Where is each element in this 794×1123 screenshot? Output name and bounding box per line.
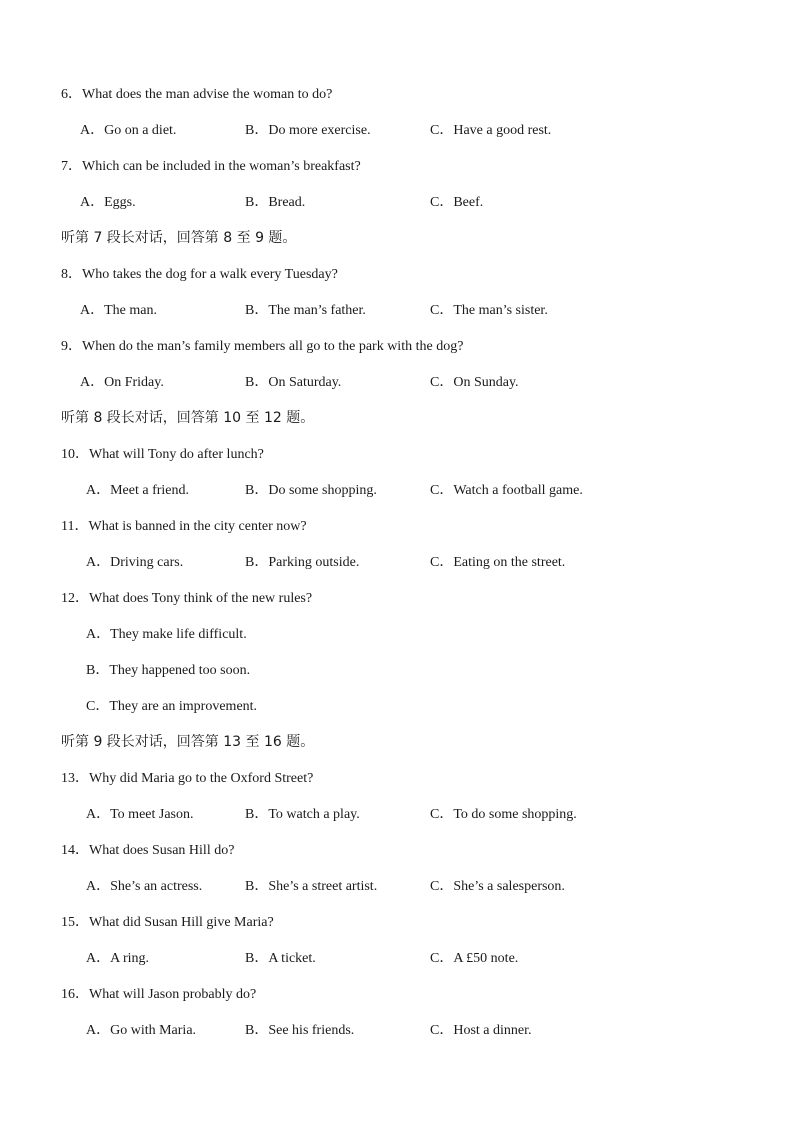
- q8-option-b: B．The man’s father.: [245, 303, 366, 318]
- q13-option-a: A．To meet Jason.: [86, 807, 194, 822]
- question-7-stem: 7．Which can be included in the woman’s breakfast?: [61, 159, 361, 174]
- q11-option-b: B．Parking outside.: [245, 555, 360, 570]
- q10-option-c: C．Watch a football game.: [430, 483, 583, 498]
- section-heading-7: 听第 7 段长对话，回答第 8 至 9 题。: [61, 230, 297, 246]
- q8-option-c: C．The man’s sister.: [430, 303, 548, 318]
- q14-option-b: B．She’s a street artist.: [245, 879, 378, 894]
- question-15-stem: 15．What did Susan Hill give Maria?: [61, 915, 274, 930]
- q9-option-b: B．On Saturday.: [245, 375, 342, 390]
- q9-option-a: A．On Friday.: [80, 375, 164, 390]
- q6-option-c: C．Have a good rest.: [430, 123, 552, 138]
- q16-option-b: B．See his friends.: [245, 1023, 355, 1038]
- q15-option-c: C．A £50 note.: [430, 951, 519, 966]
- q12-option-a: A．They make life difficult.: [86, 627, 247, 642]
- q6-option-b: B．Do more exercise.: [245, 123, 371, 138]
- q12-option-b: B．They happened too soon.: [86, 663, 251, 678]
- section-heading-9: 听第 9 段长对话，回答第 13 至 16 题。: [61, 734, 315, 750]
- q16-option-c: C．Host a dinner.: [430, 1023, 532, 1038]
- q15-option-b: B．A ticket.: [245, 951, 316, 966]
- q14-option-a: A．She’s an actress.: [86, 879, 203, 894]
- q10-option-a: A．Meet a friend.: [86, 483, 190, 498]
- q13-option-b: B．To watch a play.: [245, 807, 360, 822]
- question-12-stem: 12．What does Tony think of the new rules?: [61, 591, 313, 606]
- q6-option-a: A．Go on a diet.: [80, 123, 177, 138]
- question-9-stem: 9．When do the man’s family members all go to the park with the dog?: [61, 339, 464, 354]
- question-13-stem: 13．Why did Maria go to the Oxford Street?: [61, 771, 314, 786]
- q11-option-c: C．Eating on the street.: [430, 555, 566, 570]
- section-heading-8: 听第 8 段长对话，回答第 10 至 12 题。: [61, 410, 315, 426]
- question-10-stem: 10．What will Tony do after lunch?: [61, 447, 264, 462]
- q7-option-c: C．Beef.: [430, 195, 484, 210]
- q11-option-a: A．Driving cars.: [86, 555, 184, 570]
- q16-option-a: A．Go with Maria.: [86, 1023, 197, 1038]
- q8-option-a: A．The man.: [80, 303, 157, 318]
- q14-option-c: C．She’s a salesperson.: [430, 879, 565, 894]
- q13-option-c: C．To do some shopping.: [430, 807, 577, 822]
- q7-option-a: A．Eggs.: [80, 195, 136, 210]
- q10-option-b: B．Do some shopping.: [245, 483, 377, 498]
- q7-option-b: B．Bread.: [245, 195, 306, 210]
- question-6-stem: 6．What does the man advise the woman to do?: [61, 87, 333, 102]
- q15-option-a: A．A ring.: [86, 951, 149, 966]
- question-16-stem: 16．What will Jason probably do?: [61, 987, 257, 1002]
- q9-option-c: C．On Sunday.: [430, 375, 519, 390]
- q12-option-c: C．They are an improvement.: [86, 699, 258, 714]
- question-11-stem: 11．What is banned in the city center now?: [61, 519, 307, 534]
- question-8-stem: 8．Who takes the dog for a walk every Tuesday?: [61, 267, 338, 282]
- question-14-stem: 14．What does Susan Hill do?: [61, 843, 235, 858]
